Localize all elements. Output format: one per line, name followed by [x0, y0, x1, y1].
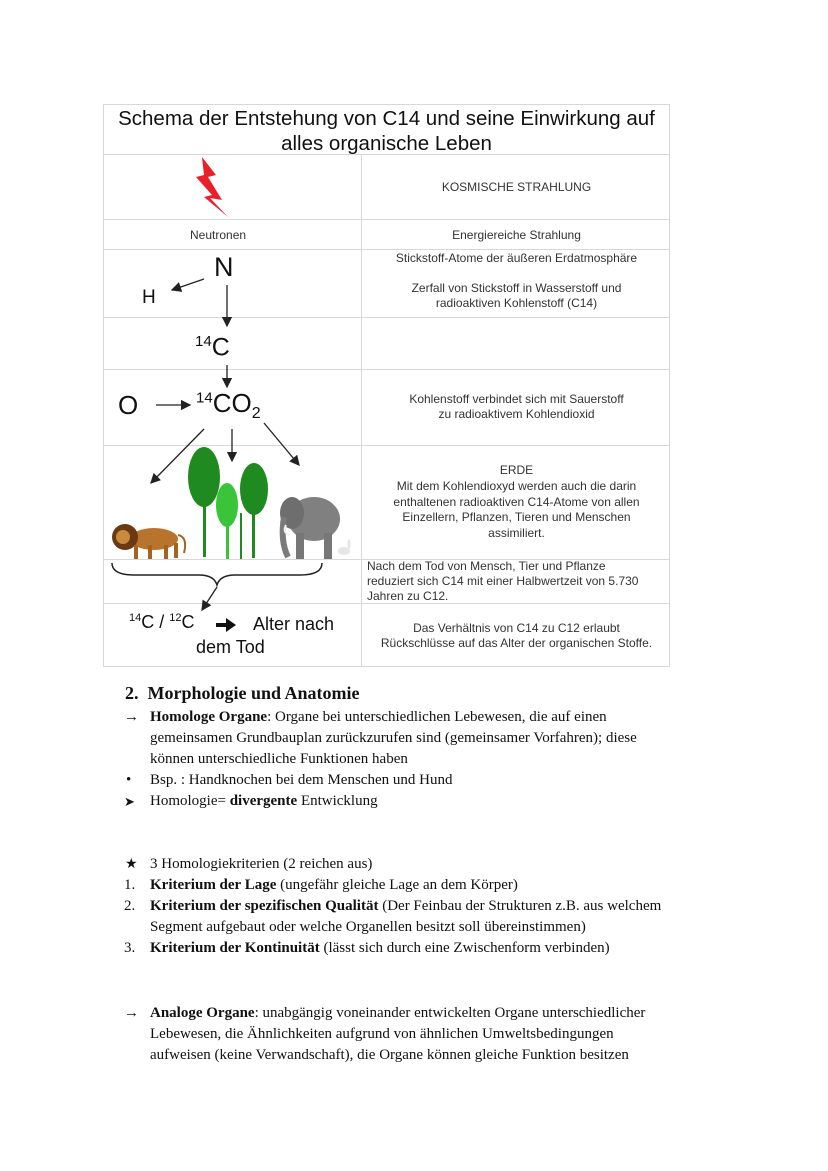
bullet-icon: •: [126, 772, 132, 788]
verhaeltnis-text-2: Rückschlüsse auf das Alter der organischen Stoffe.: [380, 636, 653, 650]
kriterien-line: 3 Homologiekriterien (2 reichen aus): [150, 856, 373, 872]
tod-text-1: Nach dem Tod von Mensch, Tier und Pflanze: [367, 559, 606, 573]
carbon14-symbol: C: [211, 333, 230, 362]
analoge-text-1: : unabgängig voneinander entwickelten Organe unterschiedlicher: [254, 1005, 646, 1021]
stickstoff-text: Stickstoff-Atome der äußeren Erdatmosphäre: [395, 251, 638, 265]
kriterium-2-line: [150, 896, 661, 917]
schema-title-line2: alles organische Leben: [281, 132, 492, 155]
section-title: Morphologie und Anatomie: [147, 683, 360, 703]
homologe-text-1: : Organe bei unterschiedlichen Lebewesen, die auf einen: [267, 709, 607, 725]
erde-text-4: assimiliert.: [488, 526, 545, 540]
c14-diagram: [104, 105, 671, 668]
analoge-label: Analoge Organe: [150, 1005, 255, 1021]
elephant-icon: [280, 497, 340, 559]
schema-title-line1: Schema der Entstehung von C14 und seine Einwirkung auf: [118, 107, 655, 130]
kriterium-3-line: [150, 938, 610, 959]
arrow-n-to-h: [172, 279, 204, 290]
lightning-icon: [196, 157, 228, 217]
arrow-brace-to-ratio: [202, 587, 217, 610]
analoge-line-3: aufweisen (keine Verwandschaft), die Organe können gleiche Funktion besitzen: [150, 1047, 629, 1063]
carbon14-label: [195, 333, 230, 362]
hydrogen-symbol: H: [142, 287, 156, 308]
brace-icon: [112, 563, 322, 585]
star-icon: ★: [125, 857, 138, 872]
tod-text-2: reduziert sich C14 mit einer Halbwertzeit von 5.730: [367, 574, 639, 588]
arrow-right-icon: →: [124, 709, 139, 725]
kriterium-2-bold: Kriterium der spezifischen Qualität: [150, 898, 379, 914]
list-number-1: 1.: [124, 877, 136, 893]
zerfall-text-2: radioaktiven Kohlenstoff (C14): [435, 296, 598, 310]
zerfall-text-1: Zerfall von Stickstoff in Wasserstoff und: [411, 281, 622, 295]
arrow-co2-right: [264, 423, 299, 465]
kriterium-1-line: [150, 875, 518, 896]
neutronen-label: Neutronen: [190, 228, 247, 242]
tod-text-3: Jahren zu C12.: [367, 589, 449, 603]
homologe-line-1: [150, 707, 607, 728]
analoge-line-2: Lebewesen, die Ähnlichkeiten aufgrund von ähnlichen Umweltsbedingungen: [150, 1026, 614, 1042]
homologie-text-a: Homologie=: [150, 793, 230, 809]
list-number-3: 3.: [124, 940, 136, 956]
erde-text-2: enthaltenen radioaktiven C14-Atome von allen: [393, 495, 640, 509]
homologie-bold: divergente: [229, 793, 298, 809]
arrowhead-bullet-icon: ➤: [124, 794, 135, 809]
homologe-label: Homologe Organe: [150, 709, 268, 725]
alter-line2: dem Tod: [196, 637, 265, 657]
homologe-line-3: können unterschiedliche Funktionen haben: [150, 751, 408, 767]
beispiel-line: Bsp. : Handknochen bei dem Menschen und Hund: [150, 772, 453, 788]
kohlenstoff-text-1: Kohlenstoff verbindet sich mit Sauerstoff: [409, 392, 624, 406]
ratio-label: [129, 612, 195, 633]
alter-line1: Alter nach: [253, 614, 335, 634]
ratio-c14: C: [141, 612, 155, 632]
co2-label: [196, 388, 261, 423]
ratio-mass14: 14: [129, 612, 142, 624]
c14-schema: [103, 104, 670, 667]
co2-subscript: 2: [251, 405, 261, 423]
verhaeltnis-text-1: Das Verhältnis von C14 zu C12 erlaubt: [413, 621, 620, 635]
erde-text-1: Mit dem Kohlendioxyd werden auch die darin: [396, 479, 637, 493]
kriterium-2-text: (Der Feinbau der Strukturen z.B. aus welchem: [378, 898, 662, 914]
nitrogen-symbol: N: [214, 252, 234, 282]
kriterium-3-text: (lässt sich durch eine Zwischenform verbinden): [319, 940, 610, 956]
rabbit-icon: [338, 539, 351, 555]
oxygen-symbol: O: [118, 390, 139, 420]
kosmische-strahlung-label: KOSMISCHE STRAHLUNG: [441, 180, 592, 194]
lion-icon: [112, 524, 185, 559]
ratio-slash: /: [154, 612, 170, 632]
kriterium-1-text: (ungefähr gleiche Lage an dem Körper): [276, 877, 518, 893]
carbon14-mass: 14: [195, 333, 212, 350]
homologie-line: [150, 791, 378, 812]
section-heading: [125, 683, 360, 704]
analoge-line-1: [150, 1003, 645, 1024]
bold-arrow-icon: [216, 618, 236, 632]
trees-icon: [188, 447, 268, 559]
kohlenstoff-text-2: zu radioaktivem Kohlendioxid: [438, 407, 595, 421]
ratio-mass12: 12: [169, 612, 182, 624]
erde-text-3: Einzellern, Pflanzen, Tieren und Menschen: [402, 510, 631, 524]
kriterium-1-bold: Kriterium der Lage: [150, 877, 277, 893]
co2-symbol: CO: [212, 388, 252, 418]
kriterium-3-bold: Kriterium der Kontinuität: [150, 940, 320, 956]
homologie-text-c: Entwicklung: [297, 793, 378, 809]
arrow-right-icon: →: [124, 1005, 139, 1021]
energiereiche-strahlung-label: Energiereiche Strahlung: [452, 228, 581, 242]
list-number-2: 2.: [124, 898, 136, 914]
ratio-c12: C: [181, 612, 195, 632]
section-number: 2.: [125, 683, 139, 703]
co2-mass: 14: [196, 389, 213, 407]
erde-title: ERDE: [499, 463, 534, 477]
homologe-line-2: gemeinsamen Grundbauplan zurückzurufen sind (gemeinsamer Vorfahren); diese: [150, 730, 637, 746]
kriterium-2-line-2: Segment aufgebaut oder welche Organellen besitzt soll übereinstimmen): [150, 919, 586, 935]
